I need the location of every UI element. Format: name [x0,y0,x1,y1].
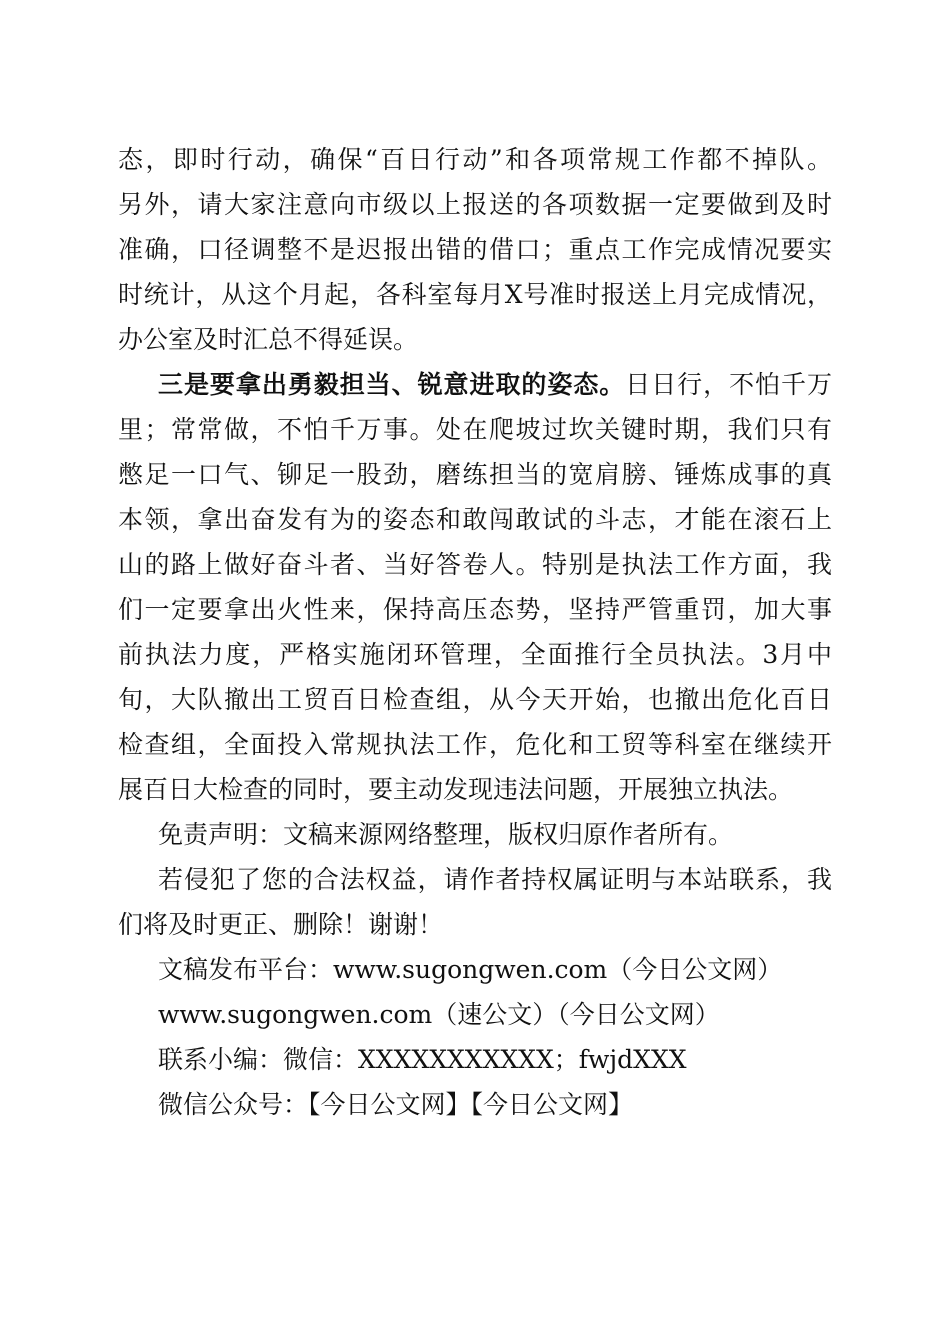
para2-line-5: 山的路上做好奋斗者、当好答卷人。特别是执法工作方面，我 [118,550,832,579]
contact-line: 联系小编：微信：XXXXXXXXXXX；fwjdXXX [158,1045,687,1074]
para2-line-9: 检查组，全面投入常规执法工作，危化和工贸等科室在继续开 [118,730,832,759]
para1-line-4: 时统计，从这个月起，各科室每月X号准时报送上月完成情况， [118,280,832,309]
para2-line-4: 本领，拿出奋发有为的姿态和敢闯敢试的斗志，才能在滚石上 [118,505,832,534]
platform-line: 文稿发布平台：www.sugongwen.com（今日公文网） [158,955,783,984]
para2-line-3: 憋足一口气、铆足一股劲，磨练担当的宽肩膀、锤炼成事的真 [118,460,832,489]
para2-first-rest: 日日行，不怕千万 [625,370,832,399]
disclaimer: 免责声明：文稿来源网络整理，版权归原作者所有。 [158,820,734,849]
para1-line-5: 办公室及时汇总不得延误。 [118,325,419,354]
infringe-line-1: 若侵犯了您的合法权益，请作者持权属证明与本站联系，我 [158,865,832,894]
site-line: www.sugongwen.com（速公文）（今日公文网） [158,1000,720,1029]
para2-line-8: 旬，大队撤出工贸百日检查组，从今天开始，也撤出危化百日 [118,685,832,714]
para2-line-2: 里；常常做，不怕千万事。处在爬坡过坎关键时期，我们只有 [118,415,832,444]
para1-line-3: 准确，口径调整不是迟报出错的借口；重点工作完成情况要实 [118,235,832,264]
para2-line-7: 前执法力度，严格实施闭环管理，全面推行全员执法。3月中 [118,640,832,669]
infringe-line-2: 们将及时更正、删除！谢谢！ [118,910,444,939]
para2-lead: 三是要拿出勇毅担当、锐意进取的姿态。 [158,370,626,399]
para2-line-10: 展百日大检查的同时，要主动发现违法问题，开展独立执法。 [118,775,794,804]
para2-line-1 [158,367,832,403]
wechat-line: 微信公众号：【今日公文网】【今日公文网】 [158,1090,634,1119]
para2-line-6: 们一定要拿出火性来，保持高压态势，坚持严管重罚，加大事 [118,595,832,624]
para1-line-1: 态，即时行动，确保“百日行动”和各项常规工作都不掉队。 [118,145,832,174]
para1-line-2: 另外，请大家注意向市级以上报送的各项数据一定要做到及时 [118,190,832,219]
